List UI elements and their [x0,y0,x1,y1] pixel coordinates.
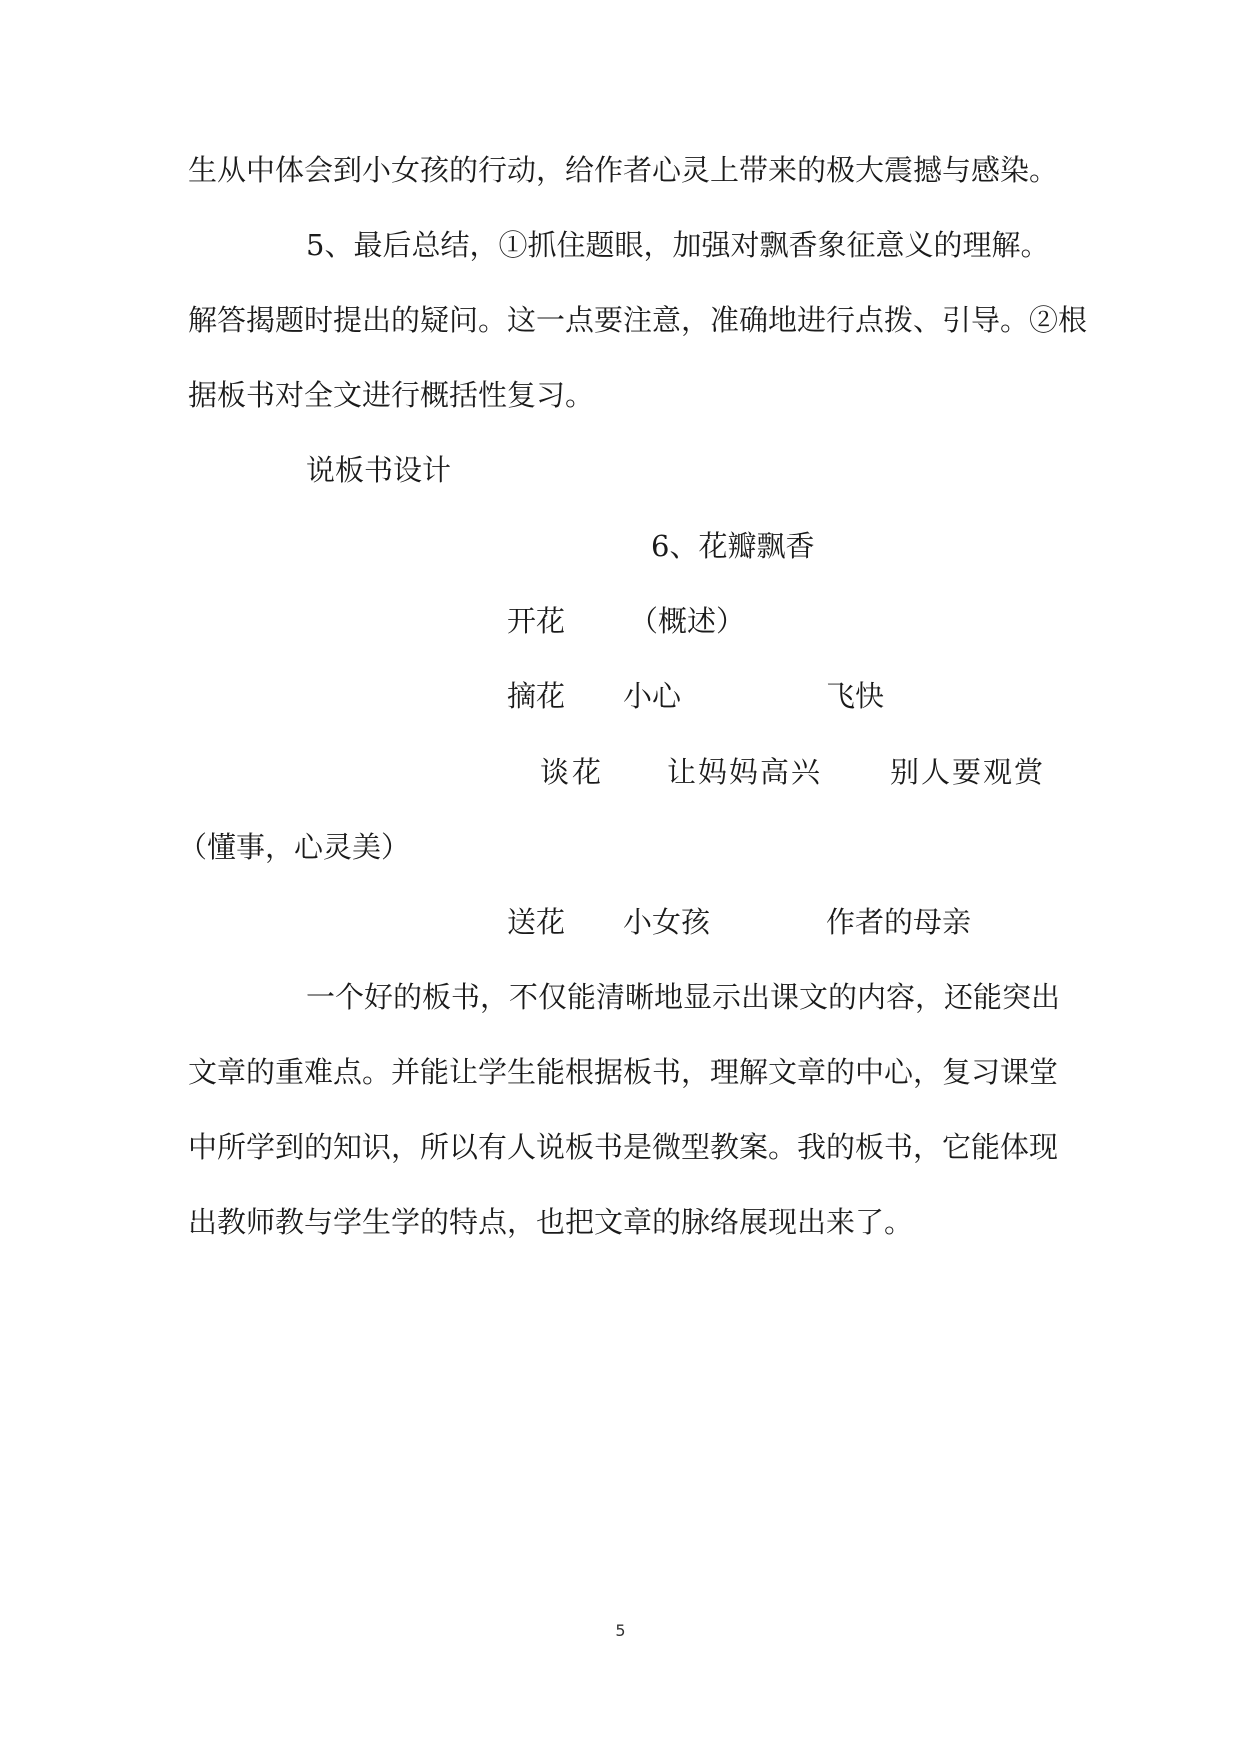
board-row-note: （懂事，心灵美） [178,830,411,864]
board-cell: 让妈妈高兴 [667,755,823,789]
board-row-note: （概述） [629,604,746,638]
paragraph-line: 5、最后总结，①抓住题眼，加强对飘香象征意义的理解。 [306,228,1050,262]
paragraph-line: 文章的重难点。并能让学生能根据板书，理解文章的中心，复习课堂 [188,1055,1059,1089]
board-cell: 别人要观赏 [890,755,1046,789]
section-heading: 说板书设计 [306,453,452,487]
paragraph-line: 一个好的板书，不仅能清晰地显示出课文的内容，还能突出 [306,980,1061,1014]
board-title: 6、花瓣飘香 [651,529,815,563]
page-number: 5 [615,1621,626,1640]
paragraph-line: 中所学到的知识，所以有人说板书是微型教案。我的板书，它能体现 [188,1130,1059,1164]
paragraph-line: 出教师教与学生学的特点，也把文章的脉络展现出来了。 [188,1205,914,1239]
board-cell: 小心 [623,679,682,713]
board-row-label: 送花 [507,905,566,939]
board-row-label: 摘花 [507,679,566,713]
paragraph-line: 生从中体会到小女孩的行动，给作者心灵上带来的极大震撼与感染。 [188,153,1059,187]
board-row-label: 谈花 [540,755,605,789]
paragraph-line: 解答揭题时提出的疑问。这一点要注意，准确地进行点拨、引导。②根 [188,303,1088,337]
board-cell: 作者的母亲 [826,905,972,939]
board-cell: 小女孩 [623,905,711,939]
board-cell: 飞快 [826,679,885,713]
board-row-label: 开花 [507,604,566,638]
paragraph-line: 据板书对全文进行概括性复习。 [188,378,595,412]
